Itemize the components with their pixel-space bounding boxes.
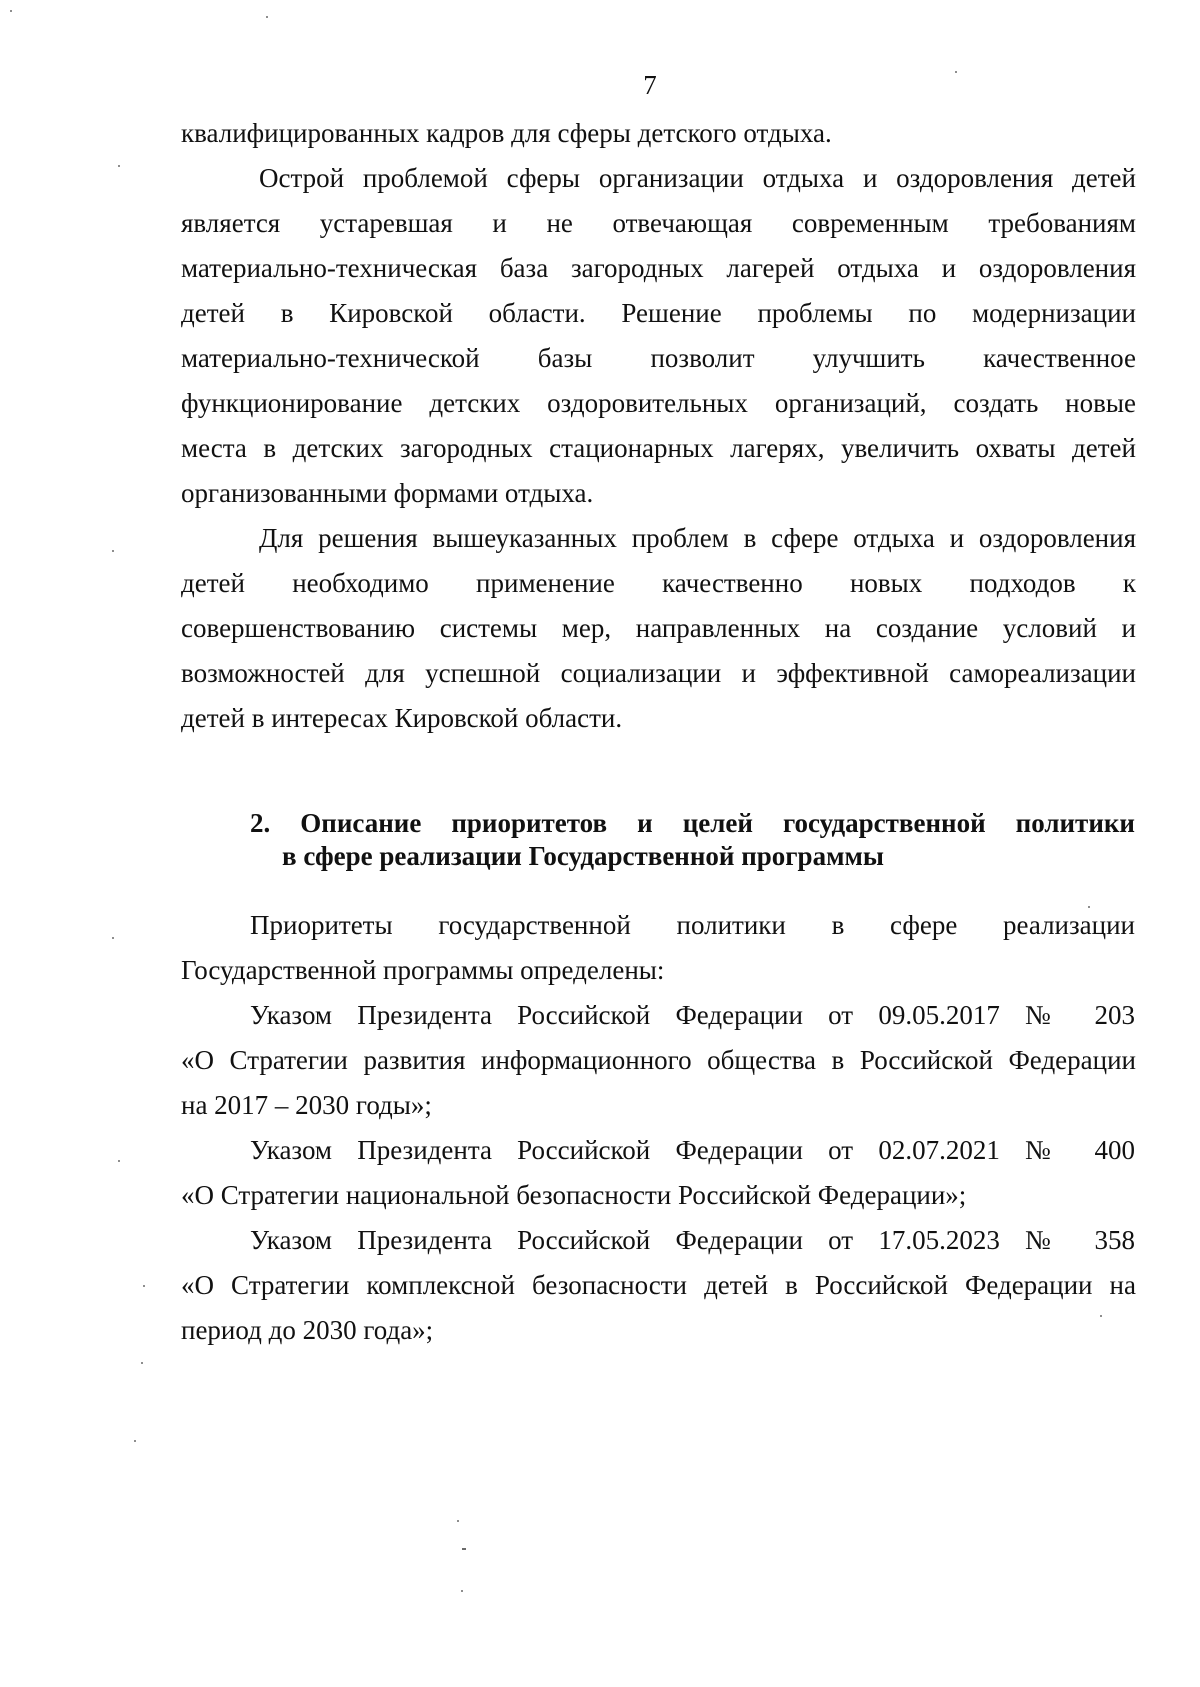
paragraph-line: «О Стратегии национальной безопасности Российской Федерации»; [181,1180,967,1210]
section-heading-line: 2. Описание приоритетов и целей государственной политики [250,808,1135,838]
paragraph-line: «О Стратегии комплексной безопасности детей в Российской Федерации на [181,1270,1136,1300]
scan-speck [1088,906,1090,908]
paragraph-line: совершенствованию системы мер, направленных на создание условий и [181,613,1136,643]
paragraph-line: материально-технической базы позволит улучшить качественное [181,343,1136,373]
paragraph-line: является устаревшая и не отвечающая современным требованиям [181,208,1136,238]
paragraph-line: Приоритеты государственной политики в сфере реализации [250,910,1135,940]
scan-speck [1100,1315,1102,1317]
paragraph-line: Указом Президента Российской Федерации от 02.07.2021 № 400 [250,1135,1135,1165]
scan-speck [141,1362,143,1364]
scan-speck [955,71,957,73]
scan-speck [266,16,268,18]
scan-speck [134,1440,136,1442]
paragraph-line: Указом Президента Российской Федерации от 09.05.2017 № 203 [250,1000,1135,1030]
page-number: 7 [643,70,657,100]
paragraph-line: детей в интересах Кировской области. [181,703,623,733]
paragraph-line: возможностей для успешной социализации и эффективной самореализации [181,658,1136,688]
paragraph-line: функционирование детских оздоровительных организаций, создать новые [181,388,1136,418]
scan-speck [457,1520,459,1522]
scan-speck [143,1285,145,1287]
scan-speck [461,1590,463,1592]
paragraph-line: материально-техническая база загородных лагерей отдыха и оздоровления [181,253,1136,283]
paragraph-line: Государственной программы определены: [181,955,665,985]
paragraph-line: «О Стратегии развития информационного общества в Российской Федерации [181,1045,1136,1075]
paragraph-line: квалифицированных кадров для сферы детского отдыха. [181,118,832,148]
paragraph-line: на 2017 – 2030 годы»; [181,1090,432,1120]
scan-speck [112,550,114,552]
scan-speck [118,1160,120,1162]
paragraph-line: период до 2030 года»; [181,1315,434,1345]
scan-speck [10,10,12,12]
paragraph-line: места в детских загородных стационарных лагерях, увеличить охваты детей [181,433,1136,463]
scan-speck [112,937,114,939]
scan-speck [462,1548,466,1550]
paragraph-line: Указом Президента Российской Федерации от 17.05.2023 № 358 [250,1225,1135,1255]
paragraph-line: организованными формами отдыха. [181,478,594,508]
paragraph-line: детей необходимо применение качественно новых подходов к [181,568,1136,598]
section-heading-line: в сфере реализации Государственной программы [282,841,884,871]
paragraph-line: Острой проблемой сферы организации отдыха и оздоровления детей [259,163,1136,193]
paragraph-line: Для решения вышеуказанных проблем в сфере отдыха и оздоровления [259,523,1136,553]
scan-speck [118,165,120,167]
paragraph-line: детей в Кировской области. Решение проблемы по модернизации [181,298,1136,328]
